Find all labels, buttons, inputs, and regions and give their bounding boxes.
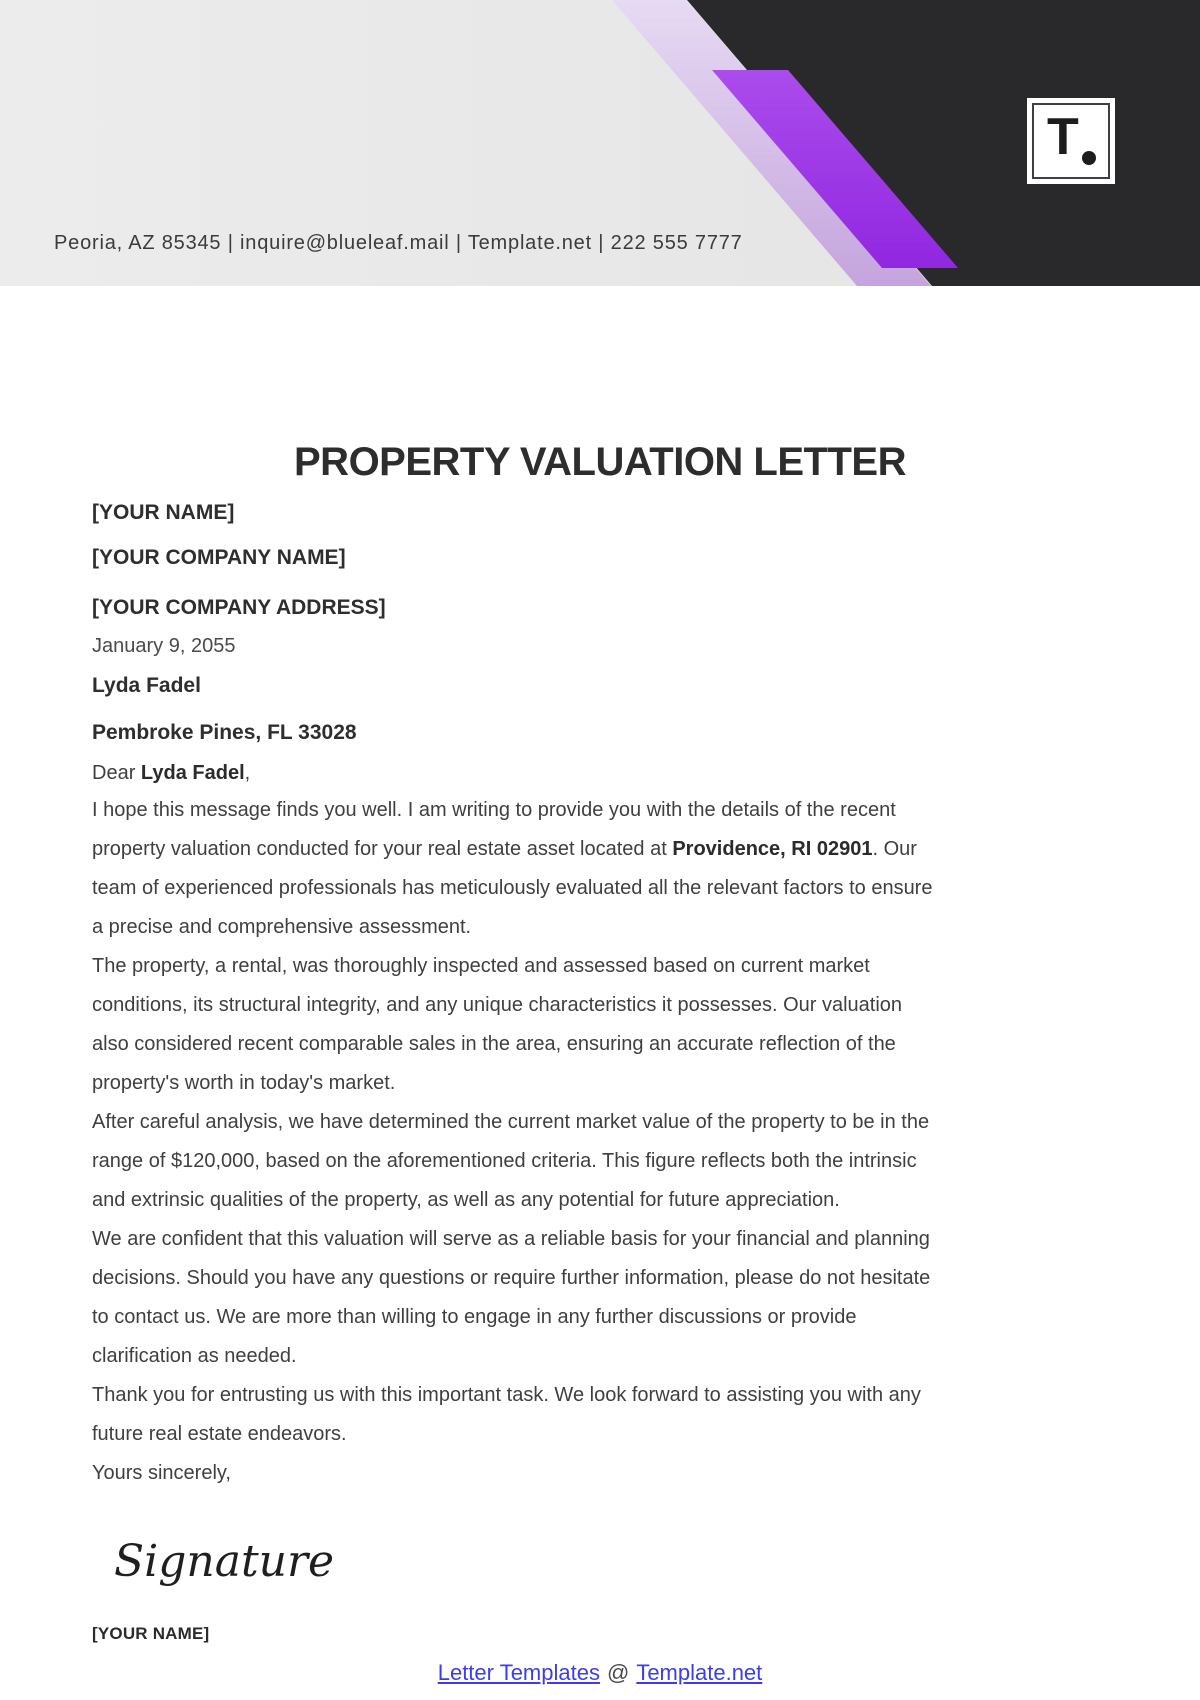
brand-logo-frame	[1032, 103, 1110, 179]
salutation-suffix: ,	[244, 762, 251, 784]
body-line: property valuation conducted for your real estate asset located at Providence, RI 02901. Our	[92, 838, 917, 860]
footer-link-letter-templates[interactable]: Letter Templates	[437, 1660, 600, 1685]
body-line: clarification as needed.	[92, 1345, 297, 1367]
signature-script: Signature	[114, 1536, 335, 1587]
date-line: January 9, 2055	[92, 635, 236, 657]
body-line: conditions, its structural integrity, and any unique characteristics it possesses. Our valuation	[92, 994, 903, 1016]
letterhead	[0, 0, 1200, 286]
body-line: decisions. Should you have any questions or require further information, please do not hesitate	[92, 1267, 931, 1289]
body-line: We are confident that this valuation will serve as a reliable basis for your financial and planning	[92, 1228, 930, 1250]
recipient-name: Lyda Fadel	[92, 674, 201, 697]
body-line: and extrinsic qualities of the property, as well as any potential for future appreciation.	[92, 1189, 840, 1211]
body-line: a precise and comprehensive assessment.	[92, 916, 472, 938]
sender-block	[92, 500, 1108, 621]
footer-link-template-net[interactable]: Template.net	[636, 1660, 763, 1685]
footer-separator: @	[606, 1660, 630, 1685]
brand-logo	[1027, 98, 1115, 184]
body-line: I hope this message finds you well. I am writing to provide you with the details of the recent	[92, 799, 896, 821]
closing-line: Yours sincerely,	[92, 1462, 231, 1484]
body-line: also considered recent comparable sales in the area, ensuring an accurate reflection of the	[92, 1033, 896, 1055]
salutation-prefix: Dear	[92, 762, 141, 784]
logo-letter: T	[1047, 108, 1079, 166]
recipient-address: Pembroke Pines, FL 33028	[92, 721, 357, 744]
logo-dot-icon	[1082, 151, 1096, 165]
body-line: range of $120,000, based on the aforementioned criteria. This figure reflects both the intrinsic	[92, 1150, 917, 1172]
sender-line: [YOUR NAME]	[92, 501, 235, 524]
sender-line: [YOUR COMPANY ADDRESS]	[92, 596, 386, 619]
salutation-line	[92, 760, 1108, 786]
signer-name: [YOUR NAME]	[92, 1624, 210, 1643]
body-line: The property, a rental, was thoroughly inspected and assessed based on current market	[92, 955, 870, 977]
salutation-recipient: Lyda Fadel	[140, 762, 245, 784]
letter-content	[0, 442, 1200, 1645]
body-line: After careful analysis, we have determined the current market value of the property to be in the	[92, 1111, 930, 1133]
body-line: Thank you for entrusting us with this important task. We look forward to assisting you with any	[92, 1384, 921, 1406]
body-line: to contact us. We are more than willing to engage in any further discussions or provide	[92, 1306, 857, 1328]
page-footer	[0, 1660, 1200, 1686]
sender-line: [YOUR COMPANY NAME]	[92, 546, 346, 569]
contact-line: Peoria, AZ 85345 | inquire@blueleaf.mail | Template.net | 222 555 7777	[54, 232, 743, 254]
body-line: property's worth in today's market.	[92, 1072, 396, 1094]
letter-body	[92, 791, 1108, 1454]
body-line: future real estate endeavors.	[92, 1423, 347, 1445]
page-title: PROPERTY VALUATION LETTER	[294, 440, 906, 484]
body-line: team of experienced professionals has meticulously evaluated all the relevant factors to ensure	[92, 877, 933, 899]
